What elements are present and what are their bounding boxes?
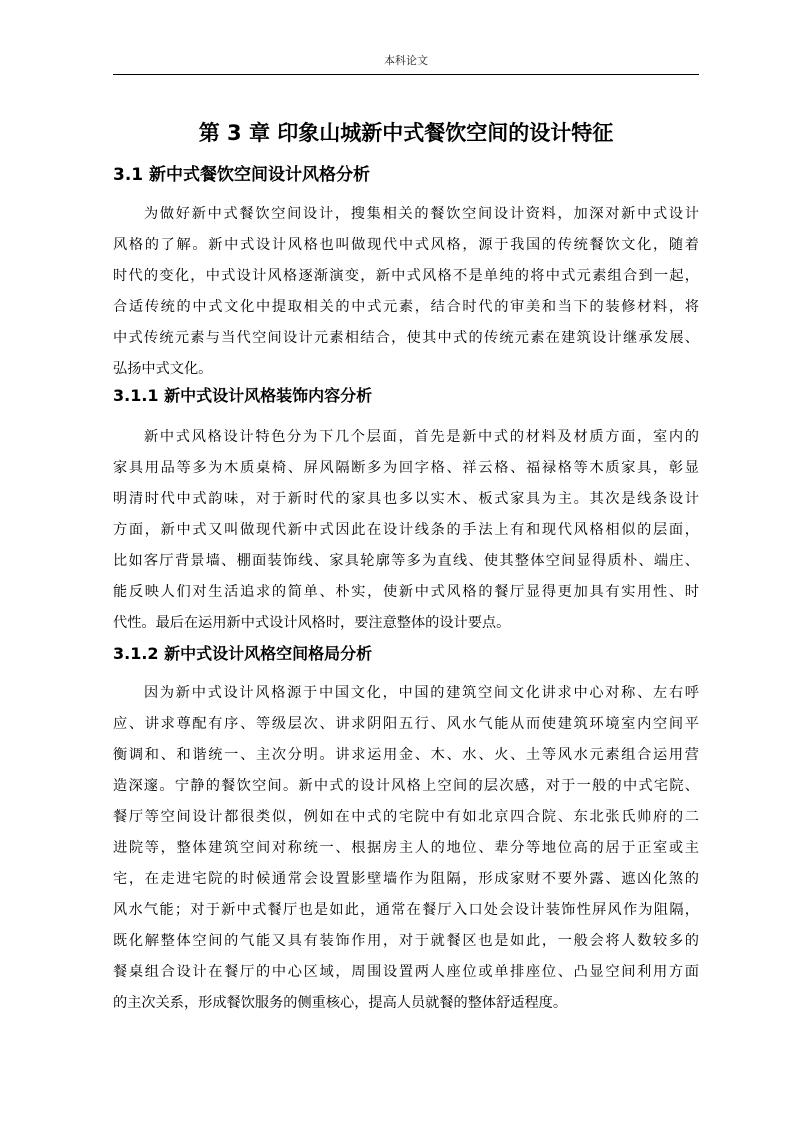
paragraph-line: 合适传统的中式文化中提取相关的中式元素，结合时代的审美和当下的装修材料，将 (113, 299, 699, 315)
section-3-1-heading: 3.1 新中式餐饮空间设计风格分析 (113, 165, 371, 185)
paragraph-line: 为做好新中式餐饮空间设计，搜集相关的餐饮空间设计资料，加深对新中式设计 (144, 206, 699, 222)
paragraph-line: 代性。最后在运用新中式设计风格时，要注意整体的设计要点。 (113, 615, 511, 631)
paragraph-line: 新中式风格设计特色分为下几个层面，首先是新中式的材料及材质方面，室内的 (144, 429, 699, 445)
paragraph-line: 应、讲求尊配有序、等级层次、讲求阴阳五行、风水气能从而使建筑环境室内空间平 (113, 716, 699, 732)
section-3-1-2-paragraph (113, 678, 699, 1019)
paragraph-line: 风格的了解。新中式设计风格也叫做现代中式风格，源于我国的传统餐饮文化，随着 (113, 237, 699, 253)
section-3-1-paragraph (113, 199, 699, 385)
paragraph-line: 造深邃。宁静的餐饮空间。新中式的设计风格上空间的层次感，对于一般的中式宅院、 (113, 778, 699, 794)
paragraph-line: 宅，在走进宅院的时候通常会设置影壁墙作为阻隔，形成家财不要外露、遮凶化煞的 (113, 871, 699, 887)
section-3-1-2-heading: 3.1.2 新中式设计风格空间格局分析 (113, 644, 373, 663)
paragraph-line: 能反映人们对生活追求的简单、朴实，使新中式风格的餐厅显得更加具有实用性、时 (113, 584, 699, 600)
paragraph-line: 餐厅等空间设计都很类似，例如在中式的宅院中有如北京四合院、东北张氏帅府的二 (113, 809, 699, 825)
paragraph-line: 比如客厅背景墙、棚面装饰线、家具轮廓等多为直线、使其整体空间显得质朴、端庄、 (113, 553, 699, 569)
paragraph-line: 中式传统元素与当代空间设计元素相结合，使其中式的传统元素在建筑设计继承发展、 (113, 330, 699, 346)
section-3-1-1-heading: 3.1.1 新中式设计风格装饰内容分析 (113, 386, 373, 405)
paragraph-line: 弘扬中式文化。 (113, 361, 213, 377)
paragraph-line: 时代的变化，中式设计风格逐渐演变，新中式风格不是单纯的将中式元素组合到一起， (113, 268, 699, 284)
paragraph-line: 风水气能；对于新中式餐厅也是如此，通常在餐厅入口处会设计装饰性屏风作为阻隔， (113, 902, 699, 918)
paragraph-line: 家具用品等多为木质桌椅、屏风隔断多为回字格、祥云格、福禄格等木质家具，彰显 (113, 460, 699, 476)
paragraph-line: 因为新中式设计风格源于中国文化，中国的建筑空间文化讲求中心对称、左右呼 (144, 685, 699, 701)
running-header: 本科论文 (384, 54, 428, 67)
paragraph-line: 的主次关系，形成餐饮服务的侧重核心，提高人员就餐的整体舒适程度。 (113, 995, 568, 1011)
paragraph-line: 既化解整体空间的气能又具有装饰作用，对于就餐区也是如此，一般会将人数较多的 (113, 933, 699, 949)
header-rule (113, 74, 699, 75)
paragraph-line: 进院等，整体建筑空间对称统一、根据房主人的地位、辈分等地位高的居于正室或主 (113, 840, 699, 856)
chapter-title: 第 3 章 印象山城新中式餐饮空间的设计特征 (198, 121, 614, 145)
section-3-1-1-paragraph (113, 422, 699, 639)
paragraph-line: 衡调和、和谐统一、主次分明。讲求运用金、木、水、火、土等风水元素组合运用营 (113, 747, 699, 763)
paragraph-line: 餐桌组合设计在餐厅的中心区域，周围设置两人座位或单排座位、凸显空间利用方面 (113, 964, 699, 980)
paragraph-line: 明清时代中式韵味，对于新时代的家具也多以实木、板式家具为主。其次是线条设计 (113, 491, 699, 507)
paragraph-line: 方面，新中式又叫做现代新中式因此在设计线条的手法上有和现代风格相似的层面， (113, 522, 699, 538)
